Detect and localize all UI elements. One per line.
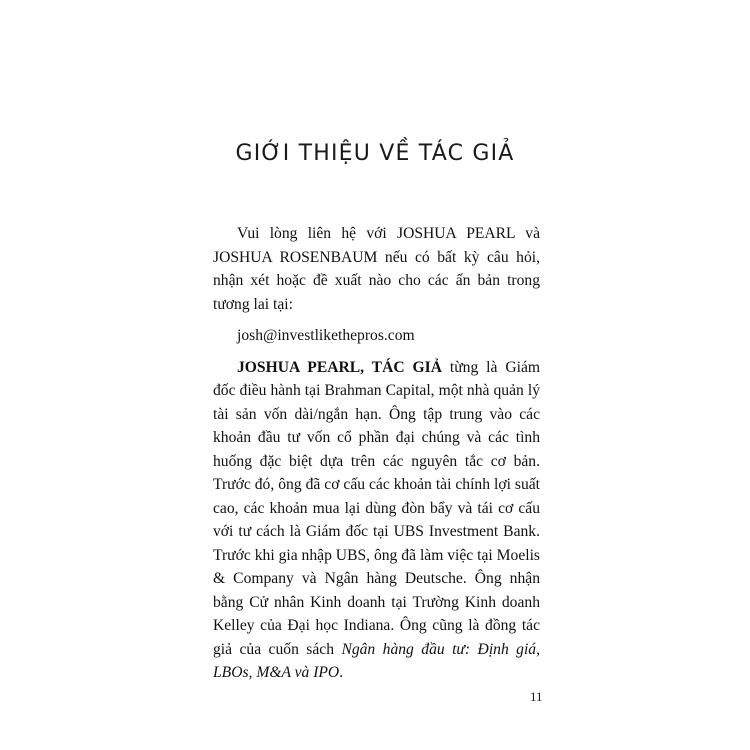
- body-text: [213, 222, 540, 685]
- page-number: 11: [530, 689, 543, 704]
- bio-ending: .: [339, 664, 344, 681]
- contact-paragraph: Vui lòng liên hệ với JOSHUA PEARL và JOSHUA ROSENBAUM nếu có bất kỳ câu hỏi, nhận xét hoặc đề xuất nào cho các ấn bản trong tương lai tại:: [213, 225, 540, 313]
- author-name-heading: JOSHUA PEARL, TÁC GIẢ: [237, 358, 442, 376]
- bio-text: từng là Giám đốc điều hành tại Brahman Capital, một nhà quản lý tài sản vốn dài/ngắn hạn. Ông tập trung vào các khoản đầu tư vốn cổ phần đại chúng và các tình huống đặc biệt dựa trên các nguyên tắc cơ bản. Trước đó, ông đã cơ cấu các khoản tài chính lợi suất cao, các khoản mua lại dùng đòn bẩy và tái cơ cấu với tư cách là Giám đốc tại UBS Investment Bank. Trước khi gia nhập UBS, ông đã làm việc tại Moelis & Company và Ngân hàng Deutsche. Ông nhận bằng Cử nhân Kinh doanh tại Trường Kinh doanh Kelley của Đại học Indiana. Ông cũng là đồng tác giả của cuốn sách: [213, 358, 540, 658]
- book-title: Ngân hàng đầu tư: Định giá, LBOs, M&A và IPO: [213, 640, 540, 681]
- chapter-title: GIỚI THIỆU VỀ TÁC GIẢ: [235, 141, 515, 166]
- bio-paragraph: [213, 356, 540, 685]
- contact-email: josh@investlikethepros.com: [237, 327, 415, 344]
